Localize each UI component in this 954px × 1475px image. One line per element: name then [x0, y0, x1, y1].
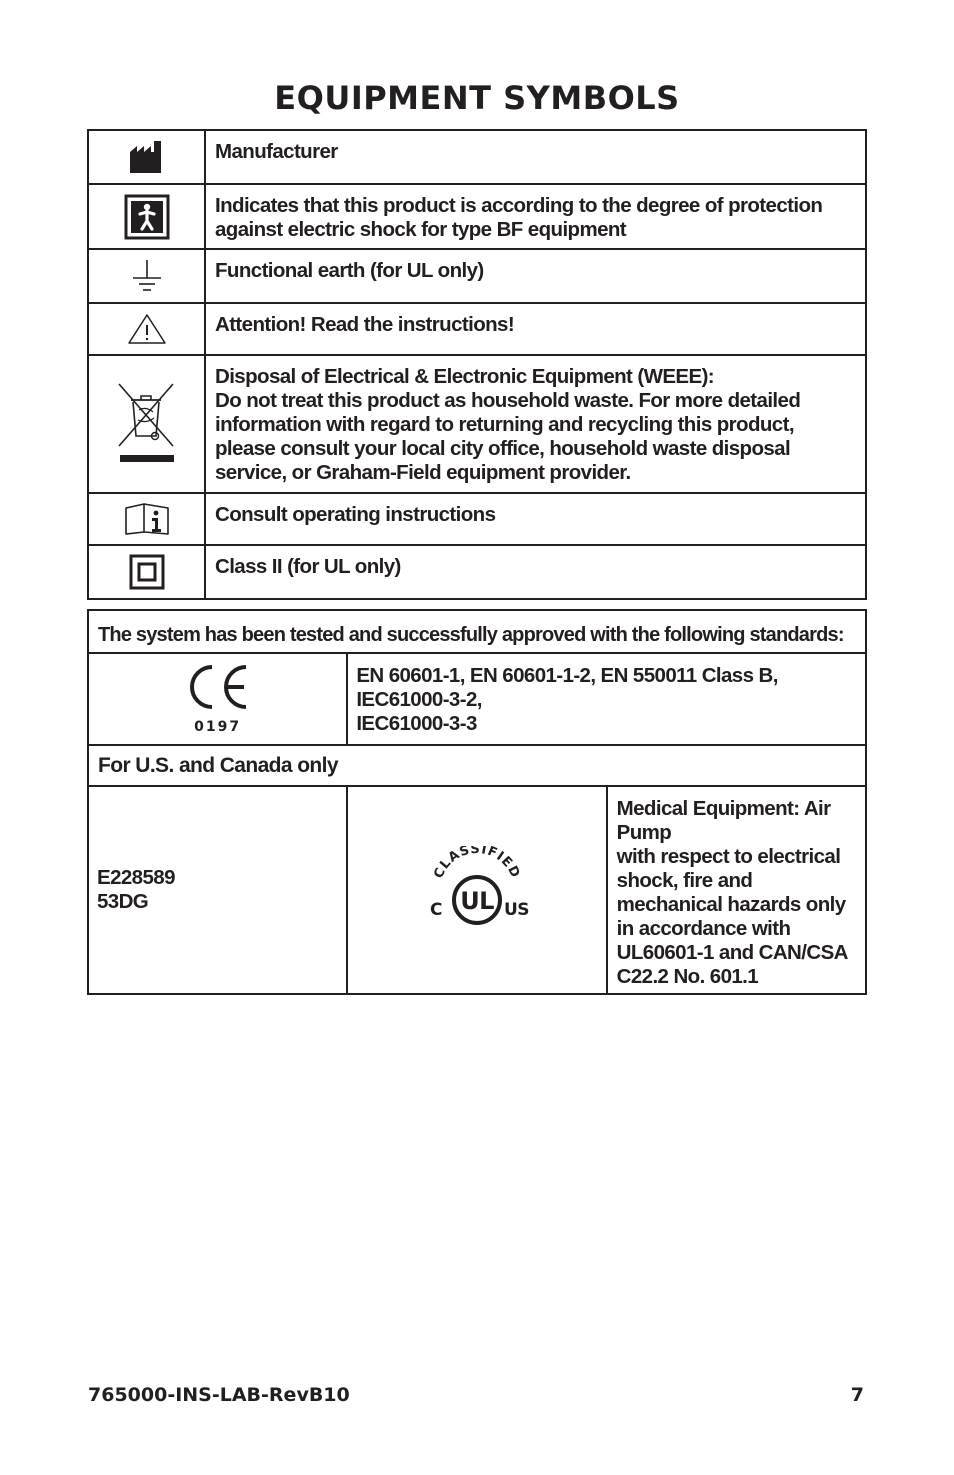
symbol-icon-cell: [88, 355, 205, 493]
ul-logo-cell: [347, 786, 606, 994]
region-label: For U.S. and Canada only: [88, 745, 866, 786]
symbol-row-weee: [88, 355, 866, 493]
symbol-row-type-bf: [88, 184, 866, 249]
symbol-row-attention: [88, 303, 866, 355]
page-title: EQUIPMENT SYMBOLS: [274, 79, 680, 117]
ce-mark-cell: [88, 653, 347, 745]
svg-text:CLASSIFIED: CLASSIFIED: [431, 846, 523, 881]
symbol-icon-cell: [88, 545, 205, 599]
symbol-icon-cell: [88, 303, 205, 355]
symbol-icon-cell: [88, 493, 205, 545]
symbol-row-class-ii: [88, 545, 866, 599]
symbol-description: Consult operating instructions: [205, 493, 866, 545]
standards-table: [87, 609, 867, 995]
symbol-description: Functional earth (for UL only): [205, 249, 866, 303]
standards-header-row: [88, 610, 866, 653]
ce-standards-line: EN 60601-1, EN 60601-1-2, EN 550011 Class B, IEC61000-3-2,: [356, 664, 778, 711]
weee-bin-icon: [117, 382, 177, 466]
symbol-description: Attention! Read the instructions!: [205, 303, 866, 355]
symbol-row-consult-instructions: [88, 493, 866, 545]
ce-standards-text: [347, 653, 866, 745]
functional-earth-icon: [131, 258, 163, 294]
class-ii-icon: [129, 554, 165, 590]
symbol-row-manufacturer: [88, 130, 866, 184]
type-bf-icon: [124, 194, 170, 240]
warning-triangle-icon: [127, 313, 167, 345]
symbol-icon-cell: [88, 249, 205, 303]
manufacturer-icon: [129, 140, 165, 174]
symbol-row-functional-earth: [88, 249, 866, 303]
ul-classified-logo-icon: [422, 846, 532, 928]
footer-page-number: 7: [850, 1384, 864, 1406]
ce-standards-line: IEC61000-3-3: [356, 712, 477, 735]
standards-header: The system has been tested and successfully approved with the following standards:: [88, 610, 866, 653]
ul-row: [88, 786, 866, 994]
ul-description: [607, 786, 866, 994]
ul-description-line: with respect to electrical shock, fire and: [616, 845, 841, 892]
symbol-description: Class II (for UL only): [205, 545, 866, 599]
svg-text:US: US: [503, 900, 529, 920]
symbol-description: Manufacturer: [205, 130, 866, 184]
ce-row: [88, 653, 866, 745]
ul-description-line: mechanical hazards only in accordance with: [616, 893, 846, 940]
ul-code-cell: [88, 786, 347, 994]
svg-text:UL: UL: [460, 887, 494, 915]
ul-description-line: UL60601-1 and CAN/CSA C22.2 No. 601.1: [616, 941, 848, 988]
ul-description-line: Medical Equipment: Air Pump: [616, 797, 831, 844]
footer-doc-number: 765000-INS-LAB-RevB10: [88, 1384, 350, 1406]
ce-mark-icon: [186, 663, 250, 711]
symbol-description: Disposal of Electrical & Electronic Equipment (WEEE): Do not treat this product as household waste. For more detailed information with regard to returning and recycling this product, please consult your local city office, household waste disposal service, or Graham-Field equipment provider.: [205, 355, 866, 493]
symbol-icon-cell: [88, 184, 205, 249]
ul-control-number: 53DG: [97, 890, 149, 913]
symbol-description: Indicates that this product is according to the degree of protection against electric shock for type BF equipment: [205, 184, 866, 249]
ce-notified-body-number: 0197: [194, 719, 242, 735]
region-row: [88, 745, 866, 786]
ul-file-number: E228589: [97, 866, 175, 889]
symbol-icon-cell: [88, 130, 205, 184]
svg-text:C: C: [429, 900, 442, 920]
consult-instructions-icon: [124, 502, 170, 536]
symbols-table: [87, 129, 867, 600]
